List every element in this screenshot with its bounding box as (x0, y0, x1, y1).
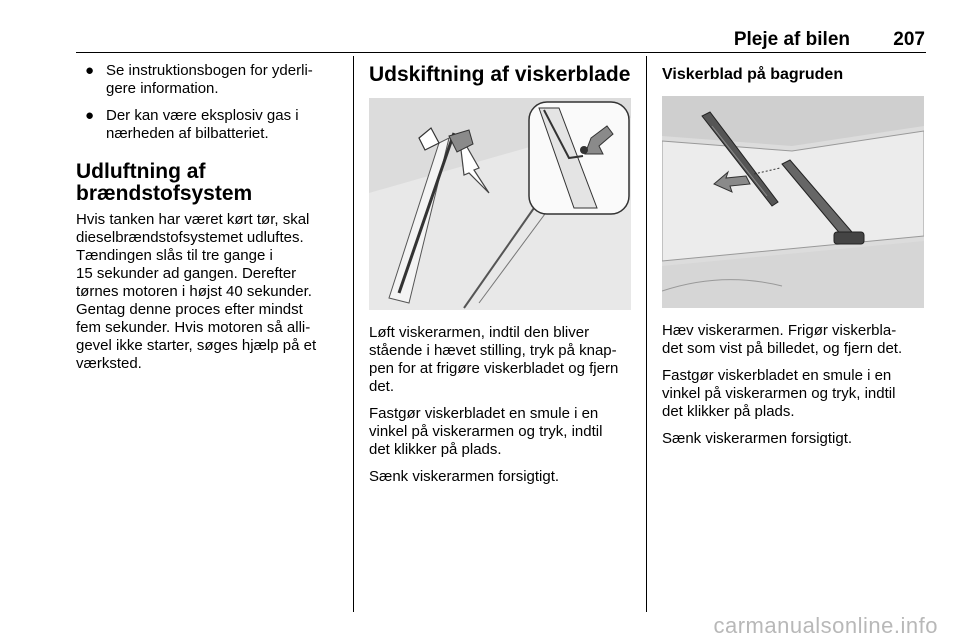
section-heading-fuel-bleed: Udluftning af brændstofsystem (76, 160, 253, 205)
column-divider-1 (353, 56, 354, 612)
instruction-paragraph: Sænk viskerarmen forsigtigt. (662, 430, 853, 447)
column-3 (662, 66, 928, 457)
front-wiper-illustration (369, 98, 631, 310)
column-2 (369, 64, 641, 495)
instruction-paragraph: Fastgør viskerbladet en smule i en vinkel på viskerarmen og tryk, indtil det klikker på plads. (369, 405, 603, 458)
watermark: carmanualsonline.info (713, 613, 938, 638)
instruction-paragraph: Fastgør viskerbladet en smule i en vinkel på viskerarmen og tryk, indtil det klikker på plads. (662, 367, 896, 420)
column-divider-2 (646, 56, 647, 612)
body-paragraph: Hvis tanken har været kørt tør, skal dieselbrændstofsystemet udluftes. Tændingen slås til tre gange i 15 sekunder ad gangen. Derefter tørnes motoren i højst 40 sekunder. Gentag denne proces efter mindst fem sekunder. Hvis motoren så alli- gevel ikke starter, søges hjælp på et værksted. (76, 211, 317, 372)
list-item (76, 107, 344, 143)
list-item-text: Der kan være eksplosiv gas i nærheden af bilbatteriet. (106, 107, 299, 142)
page-number: 207 (893, 29, 925, 50)
column-1 (76, 62, 344, 382)
header-rule (76, 52, 926, 53)
list-item-text: Se instruktionsbogen for yderli- gere information. (106, 62, 313, 97)
list-item (76, 62, 344, 98)
running-header-title: Pleje af bilen (733, 29, 850, 50)
bullet-dot-icon: ● (85, 62, 95, 79)
section-heading-wiper-replacement: Udskiftning af viskerblade (369, 63, 631, 86)
instruction-paragraph: Løft viskerarmen, indtil den bliver stående i hævet stilling, tryk på knap- pen for at frigøre viskerbladet og fjern det. (369, 324, 619, 395)
bullet-dot-icon: ● (85, 107, 95, 124)
instruction-paragraph: Sænk viskerarmen forsigtigt. (369, 468, 560, 485)
section-heading-rear-wiper: Viskerblad på bagruden (662, 66, 844, 83)
instruction-paragraph: Hæv viskerarmen. Frigør viskerbla- det som vist på billedet, og fjern det. (662, 322, 903, 357)
rear-wiper-illustration (662, 96, 924, 308)
bullet-list (76, 62, 344, 143)
